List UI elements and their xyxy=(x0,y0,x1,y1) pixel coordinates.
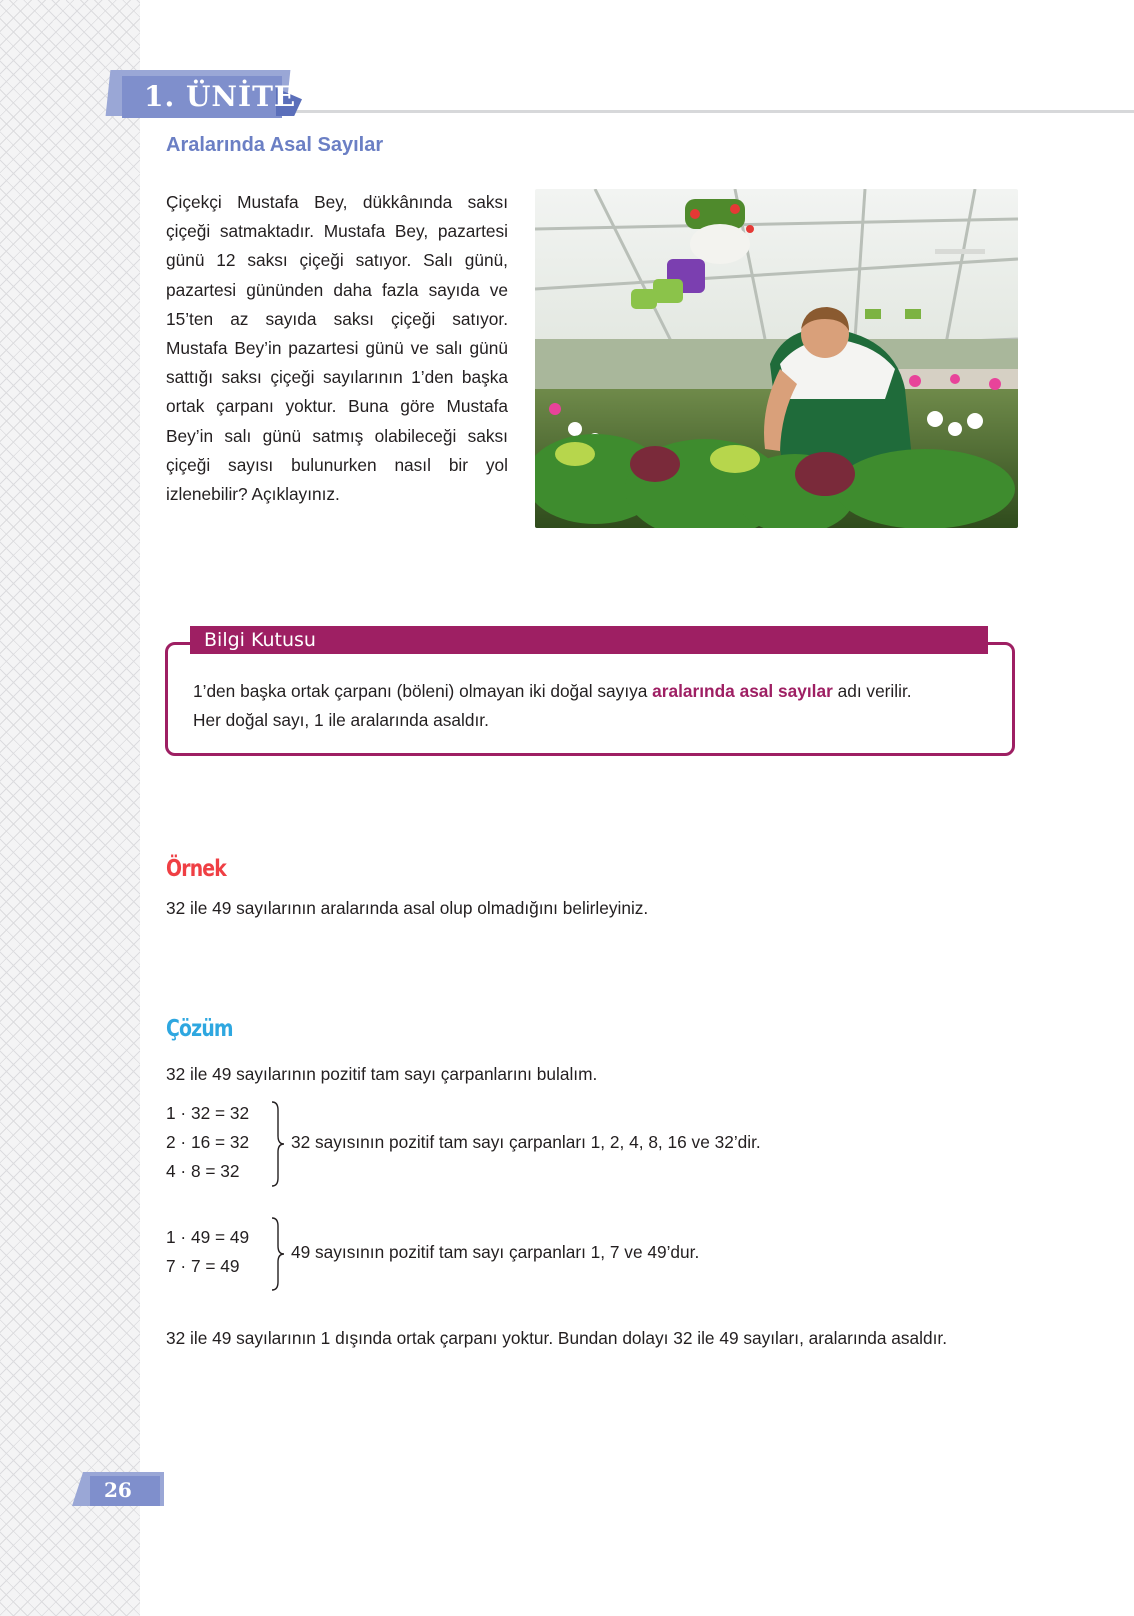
factors-note-49: 49 sayısının pozitif tam sayı çarpanları 1, 7 ve 49’dur. xyxy=(291,1242,700,1262)
info-box-title: Bilgi Kutusu xyxy=(204,629,316,651)
info-text-before: 1’den başka ortak çarpanı (böleni) olmayan iki doğal sayıya xyxy=(193,681,653,701)
solution-intro: 32 ile 49 sayılarının pozitif tam sayı çarpanlarını bulalım. xyxy=(166,1064,598,1084)
info-box-text xyxy=(193,677,1003,735)
equation: 1 · 32 = 32 xyxy=(166,1103,250,1123)
equation: 4 · 8 = 32 xyxy=(166,1161,240,1181)
unit-tab xyxy=(100,70,310,118)
info-box-header xyxy=(190,626,988,654)
conclusion: 32 ile 49 sayılarının 1 dışında ortak çarpanı yoktur. Bundan dolayı 32 ile 49 sayıları, aralarında asaldır. xyxy=(166,1328,948,1348)
page-number-badge xyxy=(72,1472,164,1506)
example-question: 32 ile 49 sayılarının aralarında asal olup olmadığını belirleyiniz. xyxy=(166,898,649,918)
section-title: Aralarında Asal Sayılar xyxy=(166,134,384,156)
info-highlight: aralarında asal sayılar xyxy=(652,681,833,701)
right-brace-icon xyxy=(268,1100,288,1188)
greenhouse-photo xyxy=(535,189,1018,528)
solution-heading: Çözüm xyxy=(166,1016,233,1042)
right-brace-icon xyxy=(268,1216,288,1292)
intro-paragraph: Çiçekçi Mustafa Bey, dükkânında saksı çiçeği satmaktadır. Mustafa Bey, pazartesi günü 12 saksı çiçeği satıyor. Salı günü, pazartesi gününden daha fazla sayıda ve 15’ten az sayıda saksı çiçeği satıyor. Mustafa Bey’in pazartesi günü ve salı günü sattığı saksı çiçeği sayılarının 1’den başka ortak çarpanı yoktur. Buna göre Mustafa Bey’in salı günü satmış olabileceği saksı çiçeği sayısı bulunurken nasıl bir yol izlenebilir? Açıklayınız. xyxy=(166,192,508,505)
equation: 1 · 49 = 49 xyxy=(166,1227,250,1247)
side-pattern xyxy=(0,0,140,1616)
equation: 7 · 7 = 49 xyxy=(166,1256,240,1276)
example-heading: Örnek xyxy=(166,856,227,882)
unit-label: 1. ÜNİTE xyxy=(144,80,297,113)
info-text-after: adı verilir. xyxy=(832,681,912,701)
factors-note-32: 32 sayısının pozitif tam sayı çarpanları 1, 2, 4, 8, 16 ve 32’dir. xyxy=(291,1132,761,1152)
info-line2: Her doğal sayı, 1 ile aralarında asaldır. xyxy=(193,710,489,730)
page-number: 26 xyxy=(104,1478,132,1502)
header-rule xyxy=(280,110,1134,113)
equation: 2 · 16 = 32 xyxy=(166,1132,250,1152)
